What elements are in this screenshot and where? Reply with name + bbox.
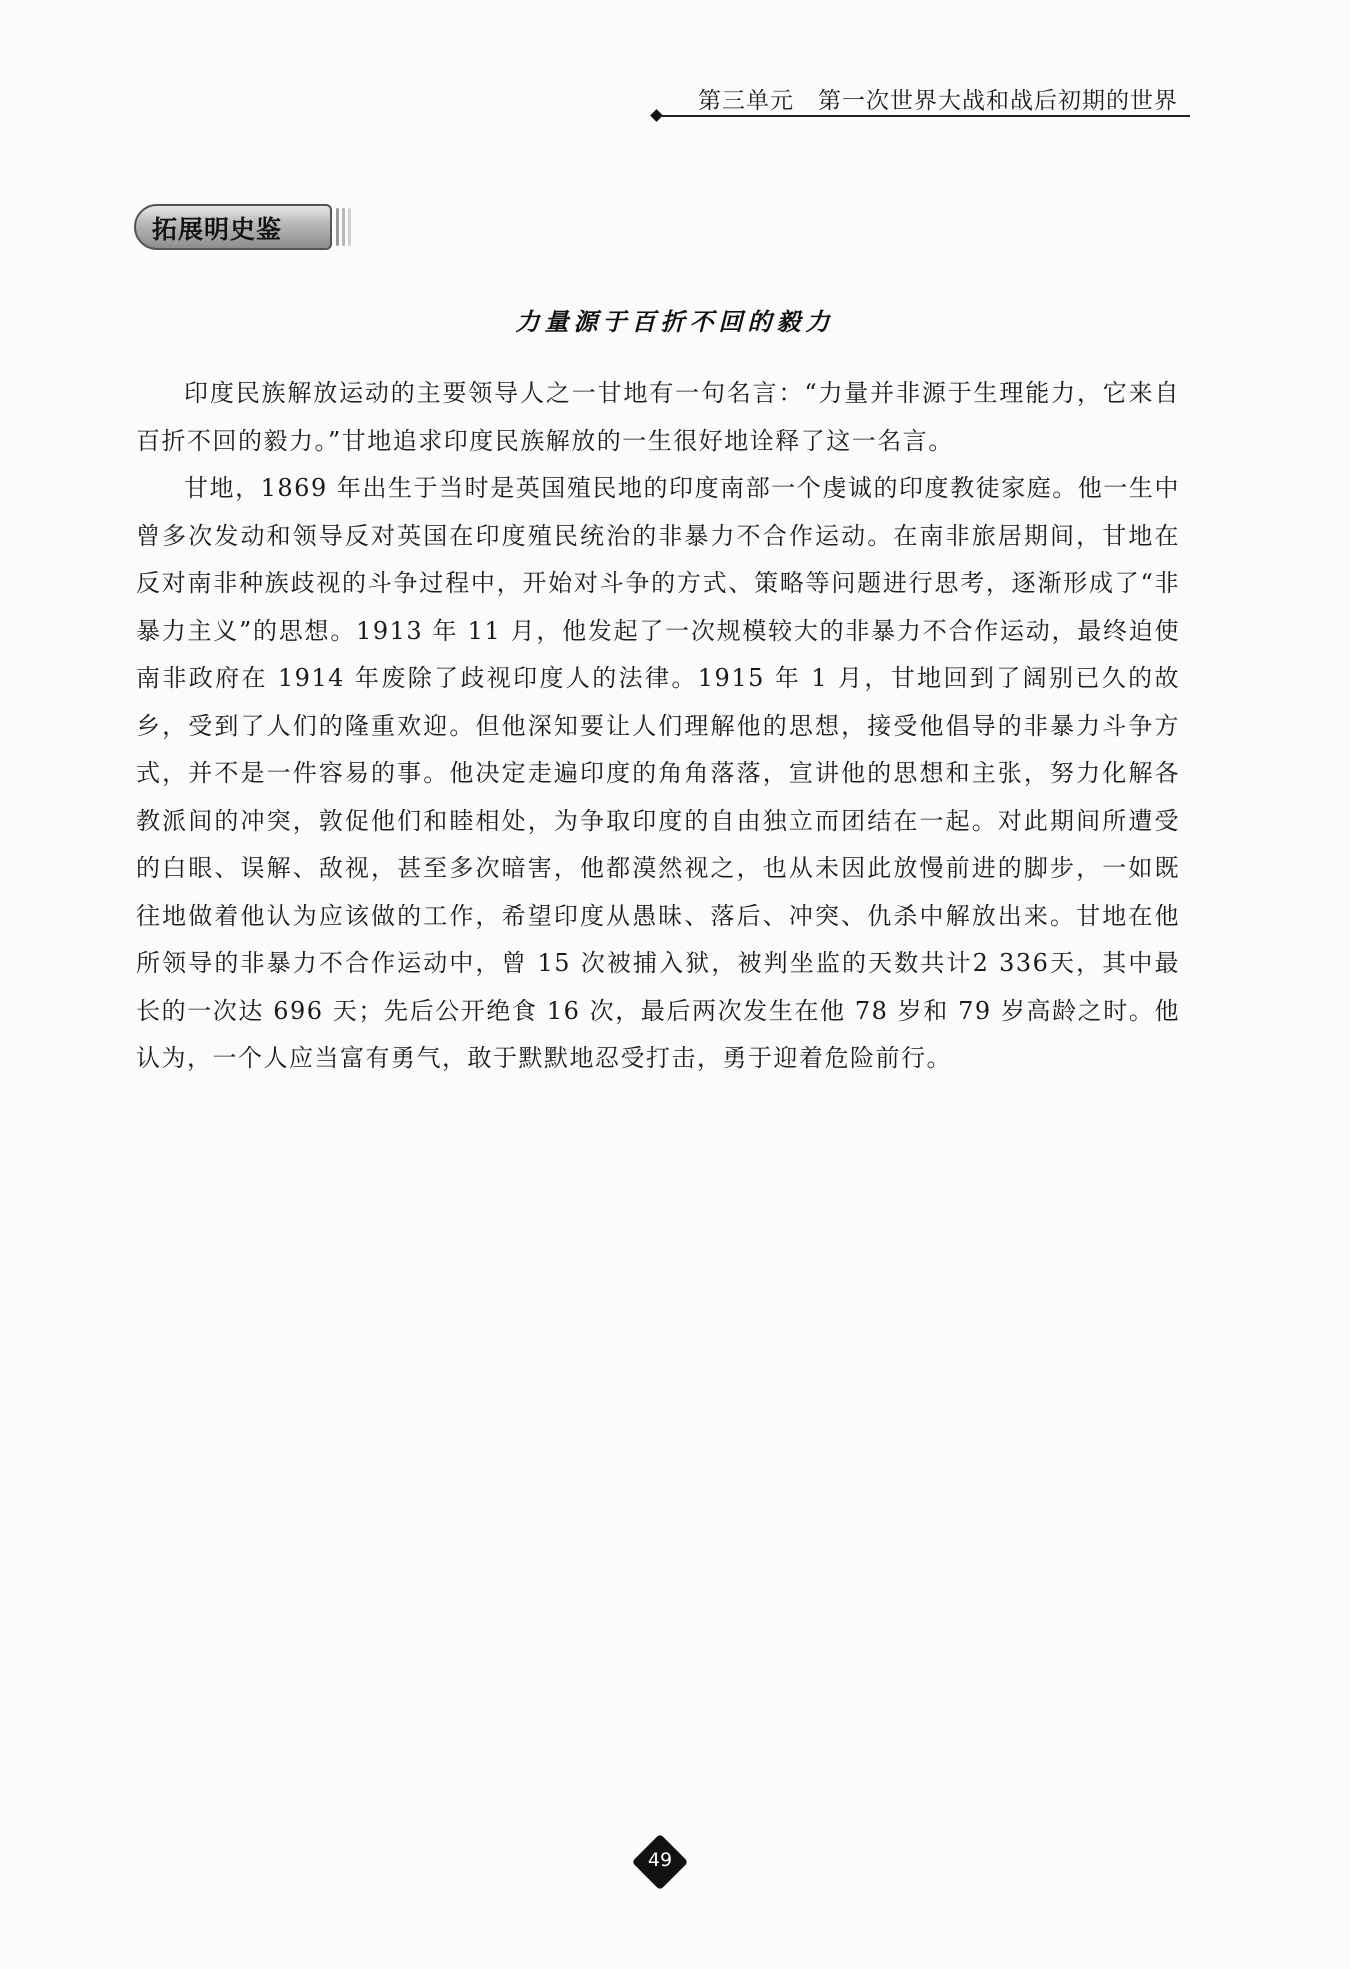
section-badge: [134, 204, 348, 252]
paragraph: 甘地，1869 年出生于当时是英国殖民地的印度南部一个虔诚的印度教徒家庭。他一生中曾多次发动和领导反对英国在印度殖民统治的非暴力不合作运动。在南非旅居期间，甘地在反对南非种族歧视的斗争过程中，开始对斗争的方式、策略等问题进行思考，逐渐形成了“非暴力主义”的思想。1913 年 11 月，他发起了一次规模较大的非暴力不合作运动，最终迫使南非政府在 1914 年废除了歧视印度人的法律。1915 年 1 月，甘地回到了阔别已久的故乡，受到了人们的隆重欢迎。但他深知要让人们理解他的思想，接受他倡导的非暴力斗争方式，并不是一件容易的事。他决定走遍印度的角角落落，宣讲他的思想和主张，努力化解各教派间的冲突，敦促他们和睦相处，为争取印度的自由独立而团结在一起。对此期间所遭受的白眼、误解、敌视，甚至多次暗害，他都漠然视之，也从未因此放慢前进的脚步，一如既往地做着他认为应该做的工作，希望印度从愚昧、落后、冲突、仇杀中解放出来。甘地在他所领导的非暴力不合作运动中，曾 15 次被捕入狱，被判坐监的天数共计2 336天，其中最长的一次达 696 天；先后公开绝食 16 次，最后两次发生在他 78 岁和 79 岁高龄之时。他认为，一个人应当富有勇气，敢于默默地忍受打击，勇于迎着危险前行。: [136, 474, 1180, 1072]
header-rule: [660, 115, 1190, 117]
header-chapter: 第一次世界大战和战后初期的世界: [818, 88, 1178, 114]
header-unit: 第三单元: [698, 88, 794, 114]
page-number-text: 49: [647, 1849, 673, 1871]
paragraph: 印度民族解放运动的主要领导人之一甘地有一句名言：“力量并非源于生理能力，它来自百折不回的毅力。”甘地追求印度民族解放的一生很好地诠释了这一名言。: [136, 379, 1180, 455]
page-number: [632, 1834, 688, 1890]
section-badge-label: 拓展明史鉴: [152, 215, 283, 244]
badge-stripe-decoration: [336, 208, 339, 246]
running-header: [640, 82, 1190, 122]
badge-stripe-decoration: [342, 208, 345, 246]
article-body: [136, 370, 1180, 1083]
article-title: 力量源于百折不回的毅力: [515, 308, 835, 336]
badge-stripe-decoration: [348, 208, 351, 246]
header-text: [698, 82, 1178, 115]
